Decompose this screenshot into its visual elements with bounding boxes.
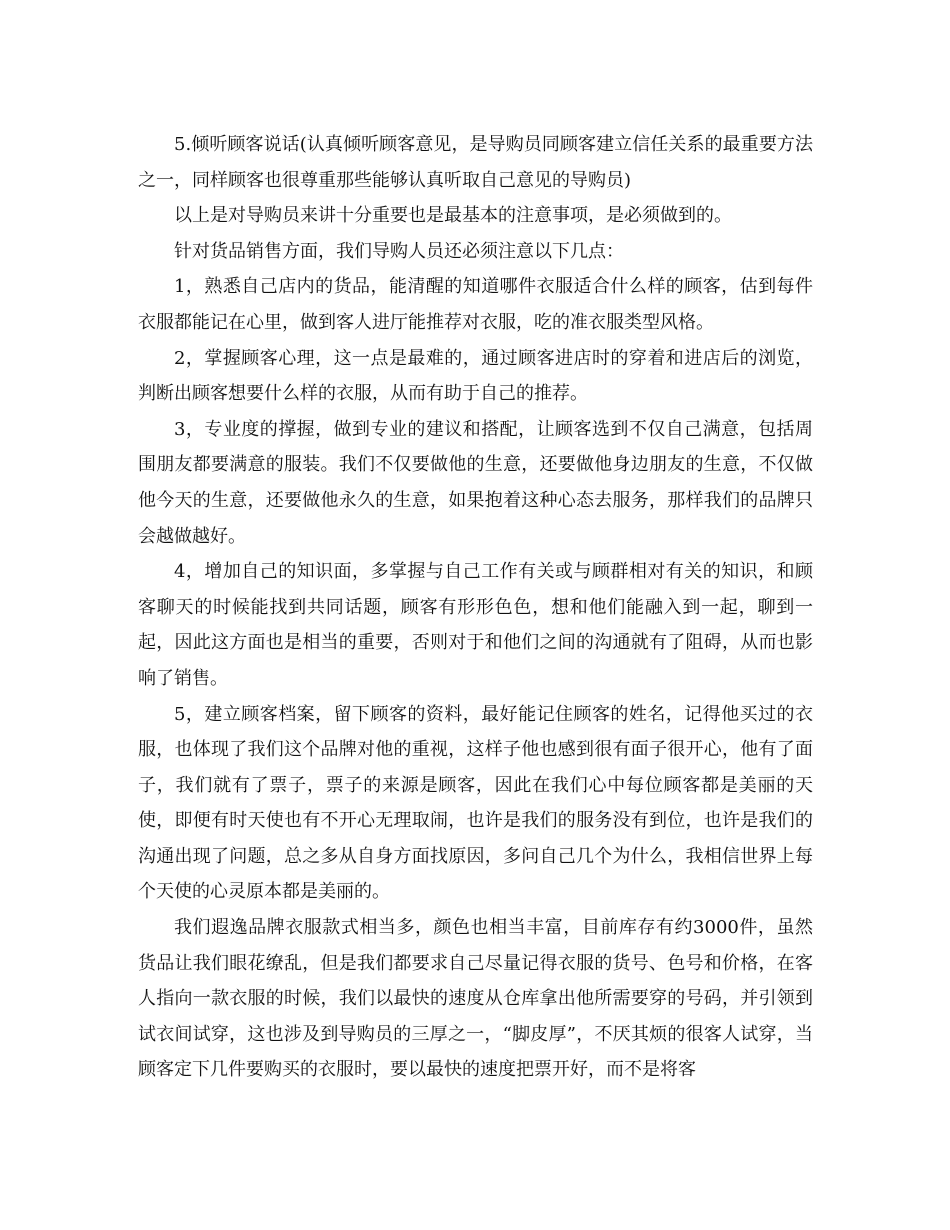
paragraph-point-2: 2，掌握顾客心理，这一点是最难的，通过顾客进店时的穿着和进店后的浏览，判断出顾客想要什么样的衣服，从而有助于自己的推荐。 bbox=[138, 347, 813, 405]
paragraph-point-1: 1，熟悉自己店内的货品，能清醒的知道哪件衣服适合什么样的顾客，估到每件衣服都能记在心里，做到客人进厅能推荐对衣服，吃的准衣服类型风格。 bbox=[138, 276, 813, 333]
paragraph-point-5: 5，建立顾客档案，留下顾客的资料，最好能记住顾客的姓名，记得他买过的衣服，也体现了我们这个品牌对他的重视，这样子他也感到很有面子很开心，他有了面子，我们就有了票子，票子的来源是顾客，因此在我们心中每位顾客都是美丽的天使，即便有时天使也有不开心无理取闹，也许是我们的服务没有到位，也许是我们的沟通出现了问题，总之多从自身方面找原因，多问自己几个为什么，我相信世界上每个天使的心灵原本都是美丽的。 bbox=[138, 703, 813, 903]
paragraph-brand-inventory: 我们遐逸品牌衣服款式相当多，颜色也相当丰富，目前库存有约3000件，虽然货品让我们眼花缭乱，但是我们都要求自己尽量记得衣服的货号、色号和价格，在客人指向一款衣服的时候，我们以最快的速度从仓库拿出他所需要穿的号码，并引领到试衣间试穿，这也涉及到导购员的三厚之一，“脚皮厚”，不厌其烦的很客人试穿，当顾客定下几件要购买的衣服时，要以最快的速度把票开好，而不是将客 bbox=[138, 917, 813, 1081]
paragraph-sales-intro: 针对货品销售方面，我们导购人员还必须注意以下几点： bbox=[174, 240, 624, 262]
paragraph-point-4: 4，增加自己的知识面，多掌握与自己工作有关或与顾群相对有关的知识，和顾客聊天的时候能找到共同话题，顾客有形形色色，想和他们能融入到一起，聊到一起，因此这方面也是相当的重要，否则对于和他们之间的沟通就有了阻碍，从而也影响了销售。 bbox=[138, 561, 813, 689]
paragraph-listening: 5.倾听顾客说话(认真倾听顾客意见，是导购员同顾客建立信任关系的最重要方法之一，同样顾客也很尊重那些能够认真听取自己意见的导购员) bbox=[138, 134, 813, 191]
paragraph-point-3: 3，专业度的撑握，做到专业的建议和搭配，让顾客选到不仅自己满意，包括周围朋友都要满意的服装。我们不仅要做他的生意，还要做他身边朋友的生意，不仅做他今天的生意，还要做他永久的生意，如果抱着这种心态去服务，那样我们的品牌只会越做越好。 bbox=[138, 418, 813, 547]
paragraph-summary: 以上是对导购员来讲十分重要也是最基本的注意事项，是必须做到的。 bbox=[174, 205, 732, 227]
document-body bbox=[138, 127, 813, 1088]
